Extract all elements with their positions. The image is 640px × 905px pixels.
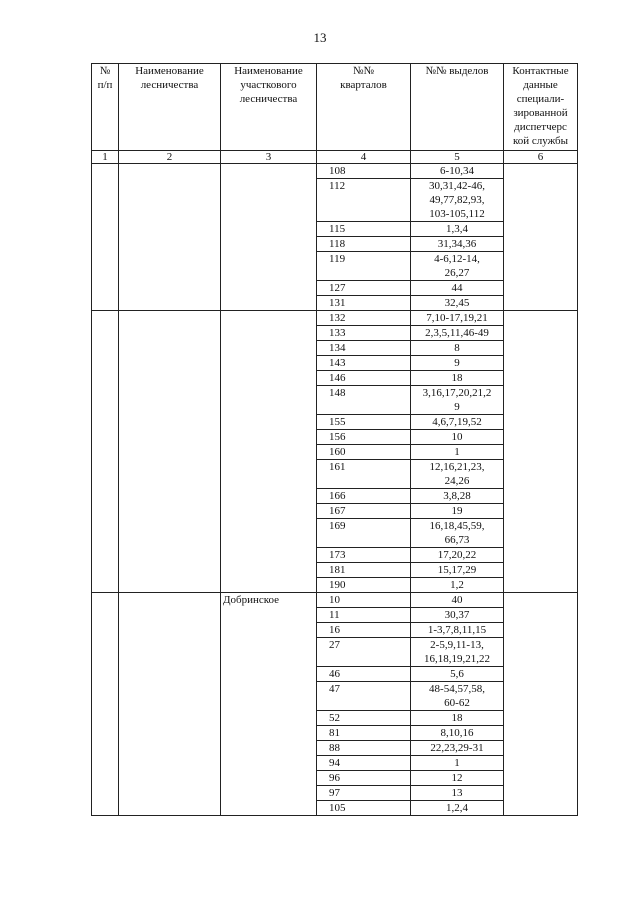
- quarter-cell: 112: [317, 179, 411, 222]
- quarter-cell: 105: [317, 801, 411, 816]
- contact-cell: [504, 164, 578, 311]
- plots-cell: 12,16,21,23, 24,26: [411, 460, 504, 489]
- quarter-cell: 47: [317, 682, 411, 711]
- plots-cell: 12: [411, 771, 504, 786]
- plots-cell: 18: [411, 711, 504, 726]
- header-cell: №№ выделов: [411, 64, 504, 151]
- row-number-cell: [92, 164, 119, 311]
- quarter-cell: 27: [317, 638, 411, 667]
- quarter-cell: 108: [317, 164, 411, 179]
- quarter-cell: 181: [317, 563, 411, 578]
- quarter-cell: 148: [317, 386, 411, 415]
- row-number-cell: [92, 311, 119, 593]
- forestry-cell: [119, 311, 221, 593]
- plots-cell: 5,6: [411, 667, 504, 682]
- quarter-cell: 88: [317, 741, 411, 756]
- plots-cell: 30,31,42-46, 49,77,82,93, 103-105,112: [411, 179, 504, 222]
- column-number: 5: [411, 151, 504, 164]
- quarter-cell: 97: [317, 786, 411, 801]
- quarter-cell: 167: [317, 504, 411, 519]
- plots-cell: 7,10-17,19,21: [411, 311, 504, 326]
- plots-cell: 1: [411, 445, 504, 460]
- quarter-cell: 156: [317, 430, 411, 445]
- plots-cell: 1-3,7,8,11,15: [411, 623, 504, 638]
- plots-cell: 1,3,4: [411, 222, 504, 237]
- plots-cell: 48-54,57,58, 60-62: [411, 682, 504, 711]
- plots-cell: 8: [411, 341, 504, 356]
- plots-cell: 30,37: [411, 608, 504, 623]
- plots-cell: 6-10,34: [411, 164, 504, 179]
- header-cell: № п/п: [92, 64, 119, 151]
- column-number: 4: [317, 151, 411, 164]
- contact-cell: [504, 311, 578, 593]
- district-forestry-cell: [221, 164, 317, 311]
- header-row: [92, 64, 578, 151]
- quarter-cell: 173: [317, 548, 411, 563]
- quarter-cell: 169: [317, 519, 411, 548]
- quarter-cell: 127: [317, 281, 411, 296]
- plots-cell: 22,23,29-31: [411, 741, 504, 756]
- quarter-cell: 10: [317, 593, 411, 608]
- district-forestry-cell: [221, 311, 317, 593]
- quarter-cell: 134: [317, 341, 411, 356]
- contact-cell: [504, 593, 578, 816]
- plots-cell: 10: [411, 430, 504, 445]
- column-number-row: [92, 151, 578, 164]
- plots-cell: 4-6,12-14, 26,27: [411, 252, 504, 281]
- table-row: [92, 593, 578, 608]
- plots-cell: 8,10,16: [411, 726, 504, 741]
- plots-cell: 13: [411, 786, 504, 801]
- district-forestry-cell: Добринское: [221, 593, 317, 816]
- plots-cell: 2-5,9,11-13, 16,18,19,21,22: [411, 638, 504, 667]
- quarter-cell: 161: [317, 460, 411, 489]
- table-row: [92, 311, 578, 326]
- column-number: 6: [504, 151, 578, 164]
- quarter-cell: 133: [317, 326, 411, 341]
- header-cell: Наименование лесничества: [119, 64, 221, 151]
- quarter-cell: 115: [317, 222, 411, 237]
- plots-cell: 40: [411, 593, 504, 608]
- forestry-cell: [119, 593, 221, 816]
- quarter-cell: 143: [317, 356, 411, 371]
- quarter-cell: 160: [317, 445, 411, 460]
- quarter-cell: 146: [317, 371, 411, 386]
- page-number: 13: [313, 30, 327, 45]
- quarter-cell: 131: [317, 296, 411, 311]
- plots-cell: 3,8,28: [411, 489, 504, 504]
- header-cell: Контактные данные специали- зированной диспетчерс кой службы: [504, 64, 578, 151]
- plots-cell: 2,3,5,11,46-49: [411, 326, 504, 341]
- header-cell: Наименование участкового лесничества: [221, 64, 317, 151]
- plots-cell: 15,17,29: [411, 563, 504, 578]
- header-cell: №№ кварталов: [317, 64, 411, 151]
- forest-areas-table: [91, 63, 578, 816]
- table-row: [92, 164, 578, 179]
- plots-cell: 44: [411, 281, 504, 296]
- plots-cell: 1,2: [411, 578, 504, 593]
- quarter-cell: 190: [317, 578, 411, 593]
- plots-cell: 16,18,45,59, 66,73: [411, 519, 504, 548]
- quarter-cell: 94: [317, 756, 411, 771]
- quarter-cell: 81: [317, 726, 411, 741]
- plots-cell: 19: [411, 504, 504, 519]
- quarter-cell: 118: [317, 237, 411, 252]
- plots-cell: 32,45: [411, 296, 504, 311]
- quarter-cell: 96: [317, 771, 411, 786]
- plots-cell: 31,34,36: [411, 237, 504, 252]
- plots-cell: 4,6,7,19,52: [411, 415, 504, 430]
- plots-cell: 18: [411, 371, 504, 386]
- quarter-cell: 166: [317, 489, 411, 504]
- quarter-cell: 11: [317, 608, 411, 623]
- quarter-cell: 46: [317, 667, 411, 682]
- plots-cell: 1: [411, 756, 504, 771]
- column-number: 2: [119, 151, 221, 164]
- quarter-cell: 16: [317, 623, 411, 638]
- plots-cell: 3,16,17,20,21,2 9: [411, 386, 504, 415]
- forestry-cell: [119, 164, 221, 311]
- quarter-cell: 132: [317, 311, 411, 326]
- column-number: 1: [92, 151, 119, 164]
- quarter-cell: 52: [317, 711, 411, 726]
- plots-cell: 1,2,4: [411, 801, 504, 816]
- column-number: 3: [221, 151, 317, 164]
- quarter-cell: 119: [317, 252, 411, 281]
- quarter-cell: 155: [317, 415, 411, 430]
- plots-cell: 17,20,22: [411, 548, 504, 563]
- plots-cell: 9: [411, 356, 504, 371]
- row-number-cell: [92, 593, 119, 816]
